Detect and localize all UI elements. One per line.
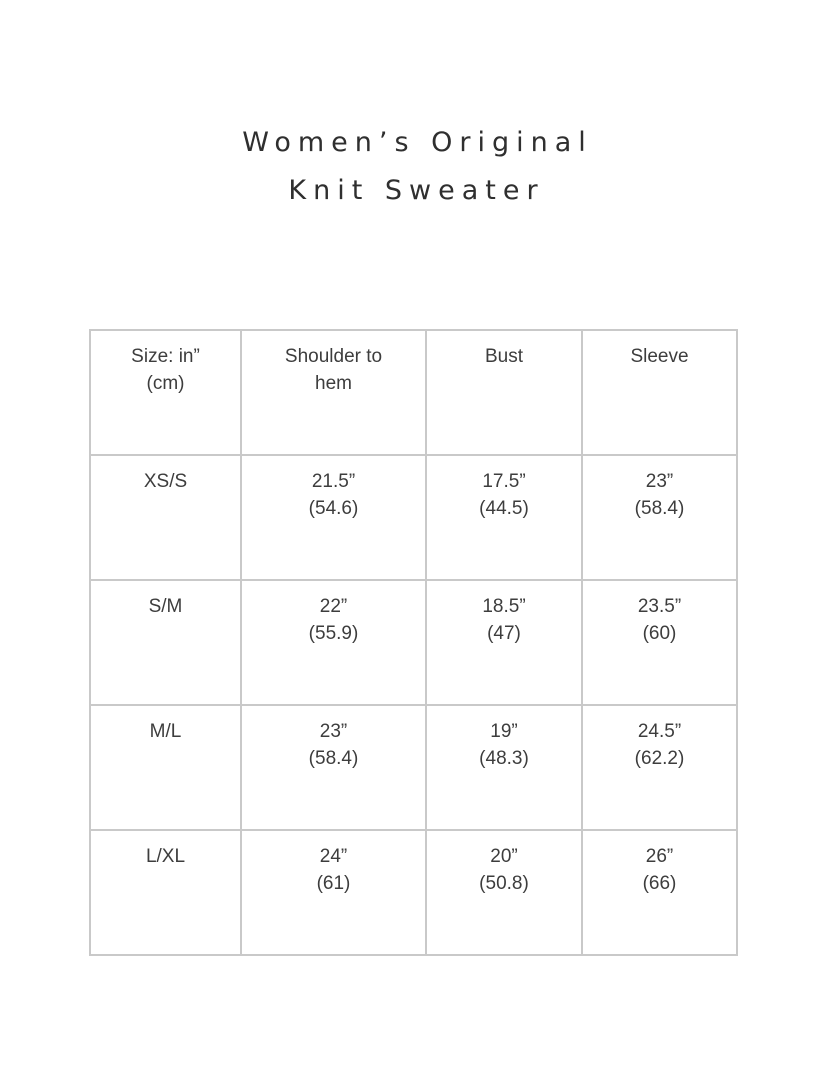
table-row	[90, 580, 737, 705]
size-label: S/M	[148, 596, 183, 617]
shoulder-in: 22”	[319, 596, 348, 617]
shoulder-cell	[241, 580, 426, 705]
sleeve-cell	[582, 705, 737, 830]
shoulder-in: 23”	[319, 721, 348, 742]
size-label: XS/S	[143, 471, 188, 492]
header-sleeve	[582, 330, 737, 455]
bust-in: 17.5”	[482, 471, 526, 492]
bust-in: 20”	[490, 846, 518, 867]
shoulder-cell	[241, 830, 426, 955]
bust-cell	[426, 580, 582, 705]
bust-cm: (48.3)	[479, 748, 529, 769]
shoulder-cm: (58.4)	[308, 748, 359, 769]
size-cell	[90, 455, 241, 580]
sleeve-cm: (66)	[642, 873, 677, 894]
size-cell	[90, 705, 241, 830]
shoulder-in: 21.5”	[311, 471, 356, 492]
header-sleeve-line1: Sleeve	[630, 346, 689, 367]
sleeve-cm: (58.4)	[634, 498, 685, 519]
table-row	[90, 455, 737, 580]
sleeve-cell	[582, 580, 737, 705]
page-title	[0, 122, 827, 212]
header-size-line2: (cm)	[146, 373, 185, 394]
sleeve-in: 23”	[645, 471, 674, 492]
header-shoulder-line1: Shoulder to	[284, 346, 383, 367]
header-size	[90, 330, 241, 455]
bust-in: 19”	[490, 721, 518, 742]
sleeve-in: 26”	[645, 846, 674, 867]
sleeve-cell	[582, 830, 737, 955]
sleeve-cell	[582, 455, 737, 580]
title-line-2: Knit Sweater	[288, 175, 545, 206]
table-row	[90, 705, 737, 830]
header-bust	[426, 330, 582, 455]
table-header-row	[90, 330, 737, 455]
size-cell	[90, 830, 241, 955]
size-label: M/L	[149, 721, 182, 742]
shoulder-cell	[241, 705, 426, 830]
bust-cell	[426, 830, 582, 955]
shoulder-cm: (54.6)	[308, 498, 359, 519]
sleeve-in: 23.5”	[637, 596, 682, 617]
size-chart-table	[89, 329, 738, 956]
header-shoulder	[241, 330, 426, 455]
header-shoulder-line2: hem	[315, 373, 352, 394]
shoulder-cm: (55.9)	[308, 623, 359, 644]
shoulder-cm: (61)	[316, 873, 351, 894]
bust-cell	[426, 705, 582, 830]
header-bust-line1: Bust	[484, 346, 524, 367]
title-line-1: Women’s Original	[242, 127, 593, 158]
bust-cell	[426, 455, 582, 580]
header-size-line1: Size: in”	[131, 346, 200, 367]
sleeve-cm: (62.2)	[634, 748, 685, 769]
table-row	[90, 830, 737, 955]
sleeve-cm: (60)	[642, 623, 677, 644]
sleeve-in: 24.5”	[637, 721, 682, 742]
shoulder-in: 24”	[319, 846, 348, 867]
size-cell	[90, 580, 241, 705]
bust-cm: (44.5)	[479, 498, 529, 519]
size-label: L/XL	[145, 846, 186, 867]
bust-in: 18.5”	[482, 596, 526, 617]
bust-cm: (50.8)	[479, 873, 529, 894]
bust-cm: (47)	[487, 623, 521, 644]
shoulder-cell	[241, 455, 426, 580]
